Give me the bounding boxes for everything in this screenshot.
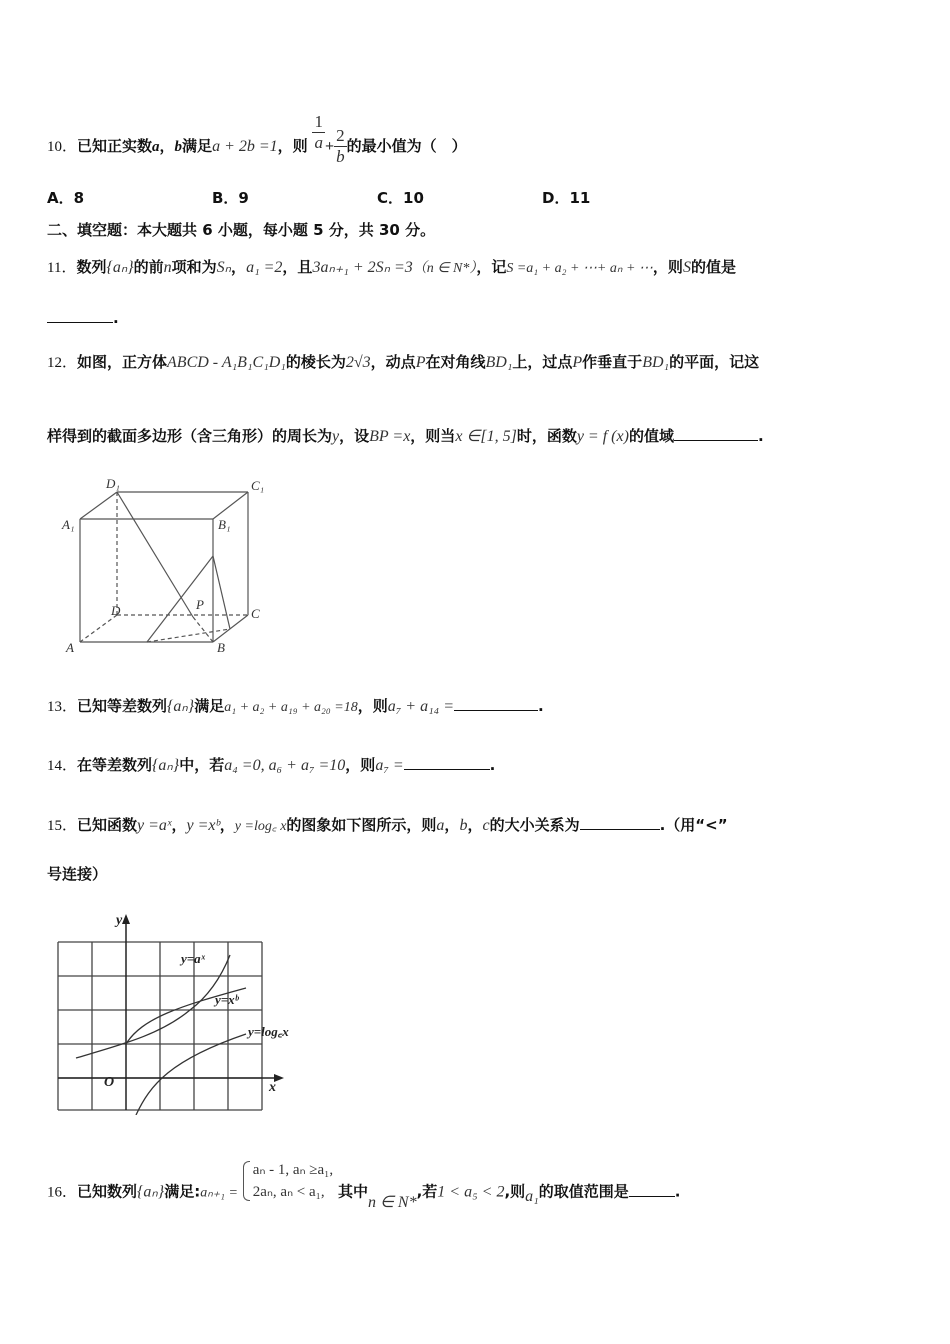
diagonal-p-b <box>193 617 213 642</box>
grid <box>58 942 262 1110</box>
answer-blank[interactable] <box>454 696 538 711</box>
curve-label-logarithm: y=log꜀x <box>248 1024 289 1039</box>
label-c: C <box>251 606 260 621</box>
answer-blank[interactable] <box>580 815 660 830</box>
question-11-answer-line: . <box>47 308 119 328</box>
label-c1: C₁ <box>251 478 265 493</box>
question-15: 15．已知函数y =aˣ，y =xᵇ，y =log꜀ x的图象如下图所示，则a，b，c的大小关系为 .（用“<” <box>47 816 728 834</box>
option-a[interactable]: A．8 <box>47 189 85 207</box>
answer-blank[interactable] <box>629 1182 675 1197</box>
fraction-2-over-b: $\frac{2}{b}$ <box>336 126 345 166</box>
section-heading: 二、填空题：本大题共 6 小题，每小题 5 分，共 30 分。 <box>47 221 436 239</box>
question-12: 12．如图，正方体ABCD - A₁B₁C₁D₁的棱长为2√3，动点P在对角线BD₁上，过点P作垂直于BD₁的平面，记这 <box>47 353 760 371</box>
section-line-2 <box>213 556 230 629</box>
fraction-1-over-a: $\frac{1}{a}$ <box>314 112 323 152</box>
label-p: P <box>196 597 204 612</box>
question-16: 16．已知数列{aₙ}满足:aₙ₊₁ = aₙ - 1, aₙ ≥a₁, 2aₙ, aₙ < a₁, 其中n ∈ N*,若1 < a₅ < 2,则a₁的取值范围是 . <box>47 1181 680 1204</box>
curve-label-exponential: y=aˣ <box>181 951 206 966</box>
label-b: B <box>217 640 225 655</box>
condition-formula: a + 2b =1 <box>212 138 278 155</box>
question-15-line-2: 号连接） <box>47 865 108 883</box>
diagonal-d1-p <box>117 492 193 617</box>
label-a1: A₁ <box>62 517 75 532</box>
question-11: 11．数列{aₙ}的前n项和为Sₙ，a₁ =2，且3aₙ₊₁ + 2Sₙ =3（n ∈ N*），记S =a₁ + a₂ + ⋯+ aₙ + ⋯，则S的值是 <box>47 258 736 276</box>
question-12-line-2: 样得到的截面多边形（含三角形）的周长为y，设BP =x，则当x ∈[1, 5]时，函数y = f (x)的值域 . <box>47 427 764 445</box>
label-a: A <box>66 640 74 655</box>
piecewise-definition: aₙ - 1, aₙ ≥a₁, 2aₙ, aₙ < a₁, <box>243 1159 333 1203</box>
edge-a1-d1 <box>80 492 117 519</box>
curve-label-power: y=xᵇ <box>215 992 239 1007</box>
option-d[interactable]: D．11 <box>542 189 591 207</box>
question-14: 14．在等差数列{aₙ}中，若a₄ =0, a₆ + a₇ =10，则a₇ = . <box>47 756 496 774</box>
option-b[interactable]: B．9 <box>212 189 249 207</box>
answer-blank[interactable] <box>674 426 758 441</box>
curve-logarithm <box>136 1034 246 1115</box>
y-axis-arrow-icon <box>122 914 130 924</box>
function-graph <box>50 910 320 1115</box>
y-axis-label: y <box>116 913 123 928</box>
edge-a-d <box>80 615 117 642</box>
label-d: D <box>111 603 121 618</box>
curve-exponential <box>76 955 230 1058</box>
question-10: 10．已知正实数a，b满足a + 2b =1，则 $\frac{1}{a}$ + $\frac{2}{b}$ 的最小值为（ ） <box>47 112 467 166</box>
answer-blank[interactable] <box>404 755 490 770</box>
edge-b-c <box>213 615 248 642</box>
label-b1: B₁ <box>218 517 231 532</box>
answer-blank[interactable] <box>47 308 113 323</box>
label-d1: D₁ <box>106 476 120 491</box>
x-axis-label: x <box>269 1080 276 1095</box>
question-13: 13．已知等差数列{aₙ}满足a₁ + a₂ + a₁₉ + a₂₀ =18，则a₇ + a₁₄ = . <box>47 697 544 715</box>
edge-b1-c1 <box>213 492 248 519</box>
question-number: 10． <box>47 139 78 155</box>
cube-figure <box>60 472 280 657</box>
option-c[interactable]: C．10 <box>377 189 424 207</box>
origin-label: O <box>104 1075 115 1090</box>
